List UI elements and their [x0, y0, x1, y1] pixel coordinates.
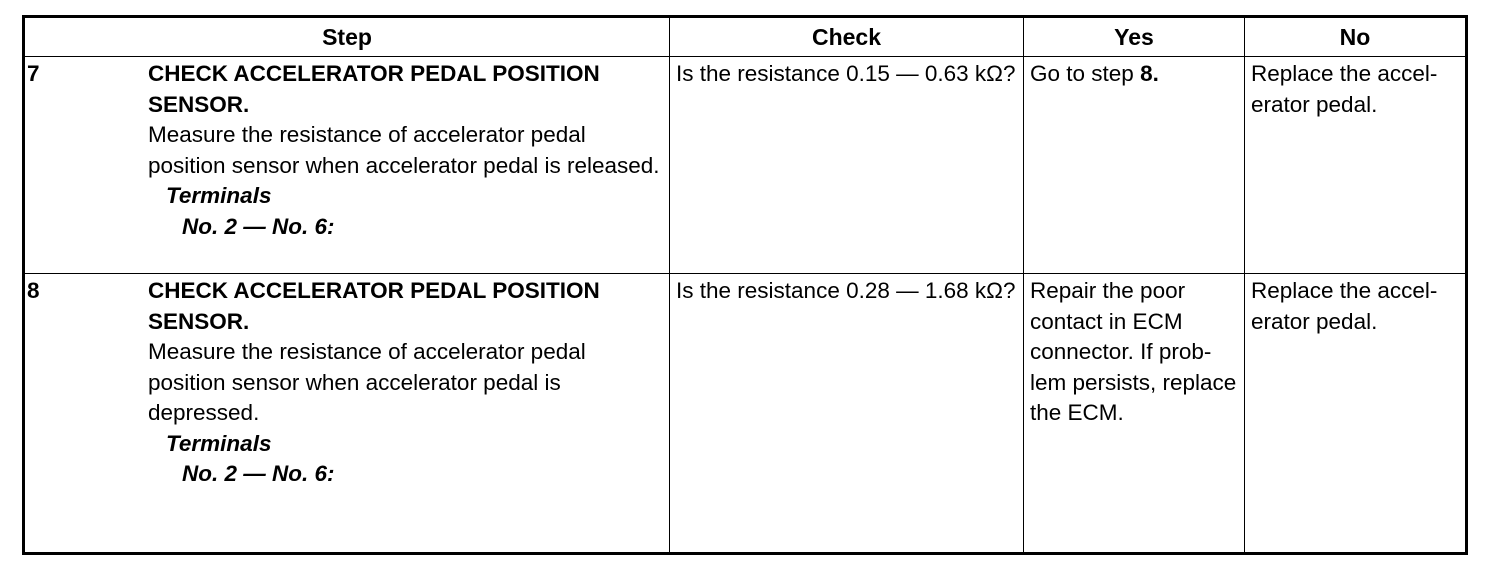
check-text: Is the resistance 0.28 — 1.68 kΩ? [676, 278, 1016, 303]
header-yes: Yes [1024, 17, 1245, 57]
step-cell [24, 274, 670, 554]
terminals-value: No. 2 — No. 6: [182, 213, 335, 239]
table-row [24, 57, 1467, 274]
header-no: No [1245, 17, 1467, 57]
step-description: Measure the resistance of accelerator pedal position sensor when accelerator pedal is released. [148, 122, 660, 178]
check-text: Is the resistance 0.15 — 0.63 kΩ? [676, 61, 1016, 86]
yes-cell [1024, 274, 1245, 554]
terminals-label: Terminals [166, 430, 272, 456]
check-cell [670, 274, 1024, 554]
table-header-row [24, 17, 1467, 57]
check-cell [670, 57, 1024, 274]
step-number: 7 [27, 61, 40, 86]
no-text: Replace the accel-erator pedal. [1251, 61, 1438, 117]
terminals-label: Terminals [166, 183, 272, 208]
terminals-value: No. 2 — No. 6: [182, 461, 335, 486]
header-step: Step [24, 17, 670, 57]
yes-cell [1024, 57, 1245, 274]
step-title: CHECK ACCELERATOR PEDAL POSITION SENSOR. [148, 278, 600, 334]
step-cell [24, 57, 670, 274]
yes-text [1024, 57, 1244, 90]
table-row [24, 274, 1467, 554]
step-description: Measure the resistance of accelerator pedal position sensor when accelerator pedal is depressed. [148, 339, 586, 425]
no-text: Replace the accel-erator pedal. [1251, 278, 1438, 334]
header-check: Check [670, 17, 1024, 57]
yes-text: Repair the poor contact in ECM connector. If prob-lem persists, replace the ECM. [1030, 278, 1237, 425]
step-number: 8 [27, 278, 40, 303]
yes-step-link: 8. [1140, 61, 1159, 86]
no-cell [1245, 57, 1467, 274]
step-title: CHECK ACCELERATOR PEDAL POSITION SENSOR. [148, 61, 600, 117]
diagnosis-table [22, 15, 1468, 555]
yes-prefix: Go to step [1030, 61, 1141, 86]
no-cell [1245, 274, 1467, 554]
